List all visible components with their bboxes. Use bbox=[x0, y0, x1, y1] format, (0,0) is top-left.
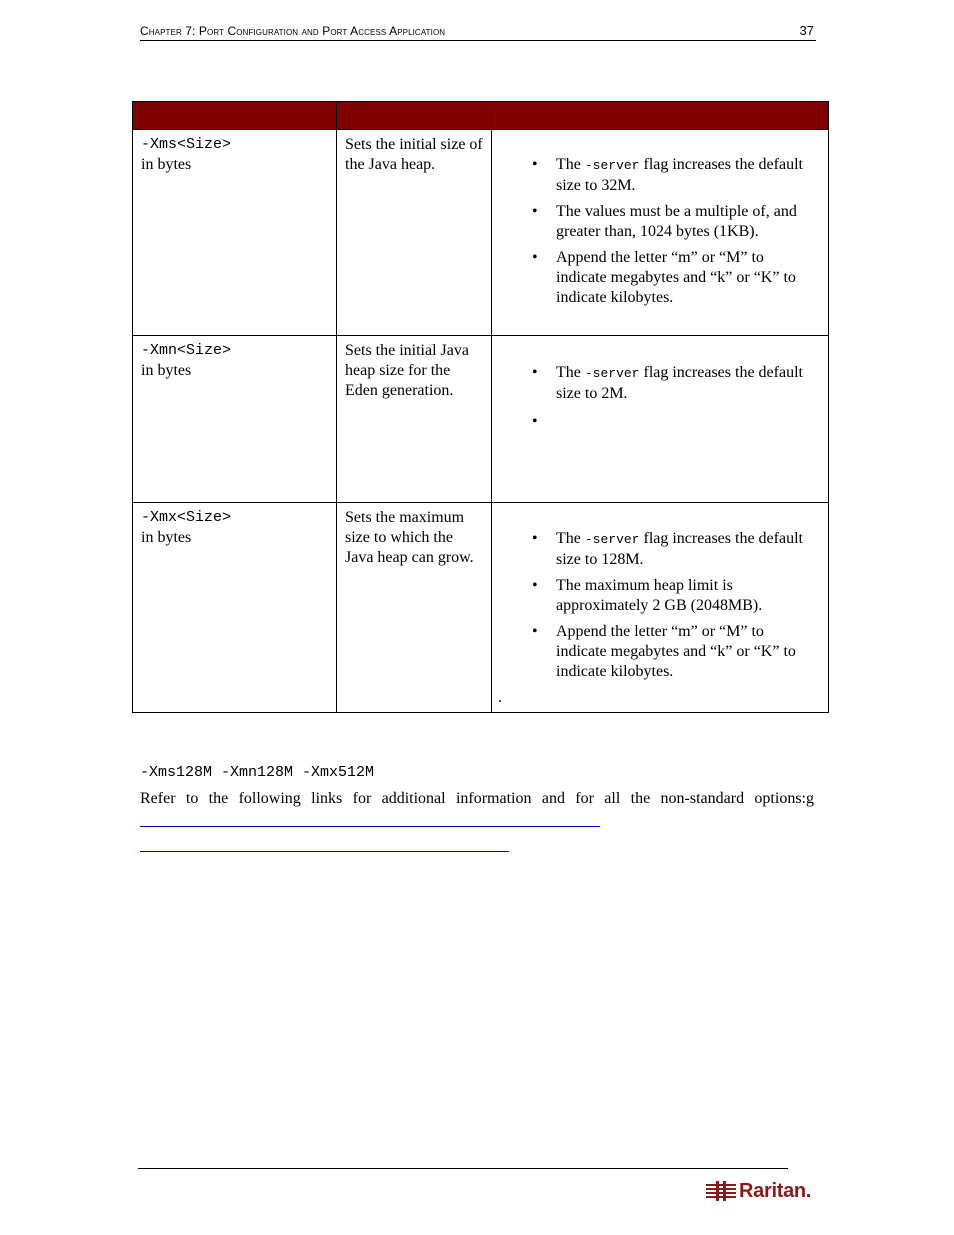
option-cell bbox=[133, 503, 337, 713]
list-item: • The -server flag increases the default size to 2M. bbox=[500, 363, 820, 404]
reference-link-2[interactable] bbox=[140, 851, 509, 852]
option-unit: in bytes bbox=[141, 362, 192, 379]
options-table bbox=[132, 101, 829, 713]
option-name: -Xms<Size> bbox=[141, 136, 232, 153]
list-item: • Append the letter “m” or “M” to indicate megabytes and “k” or “K” to indicate kilobytes. bbox=[500, 622, 820, 682]
table-row bbox=[133, 503, 829, 713]
option-cell bbox=[133, 336, 337, 503]
description-cell bbox=[337, 130, 492, 336]
option-description: Sets the initial Java heap size for the Eden generation. bbox=[345, 342, 469, 399]
page-header bbox=[140, 22, 816, 41]
logo-wordmark: Raritan. bbox=[739, 1179, 812, 1202]
option-unit: in bytes bbox=[141, 529, 192, 546]
table-row bbox=[133, 130, 829, 336]
notes-list bbox=[500, 529, 820, 682]
example-command: -Xms128M -Xmn128M -Xmx512M bbox=[140, 764, 375, 781]
footer-divider bbox=[138, 1168, 788, 1169]
reference-link-1[interactable] bbox=[140, 826, 600, 827]
header-cell-option bbox=[133, 102, 337, 130]
option-name: -Xmn<Size> bbox=[141, 342, 232, 359]
header-cell-notes bbox=[492, 102, 829, 130]
raritan-logo bbox=[706, 1179, 811, 1203]
trailing-period: . bbox=[498, 689, 502, 706]
option-name: -Xmx<Size> bbox=[141, 509, 232, 526]
list-item: • The -server flag increases the default size to 128M. bbox=[500, 529, 820, 570]
raritan-globe-icon bbox=[706, 1181, 736, 1201]
description-cell bbox=[337, 503, 492, 713]
option-unit: in bytes bbox=[141, 156, 192, 173]
notes-cell bbox=[492, 130, 829, 336]
refer-paragraph: Refer to the following links for additional information and for all the non-standard options:g bbox=[140, 790, 814, 807]
chapter-title: Chapter 7: Port Configuration and Port Access Application bbox=[140, 24, 446, 38]
notes-list bbox=[500, 155, 820, 308]
option-cell bbox=[133, 130, 337, 336]
server-flag: -server bbox=[584, 532, 640, 547]
notes-cell bbox=[492, 336, 829, 503]
header-cell-description bbox=[337, 102, 492, 130]
server-flag: -server bbox=[584, 366, 640, 381]
option-description: Sets the maximum size to which the Java heap can grow. bbox=[345, 509, 474, 566]
table-row bbox=[133, 336, 829, 503]
page-number: 37 bbox=[799, 23, 814, 38]
list-item: • The -server flag increases the default size to 32M. bbox=[500, 155, 820, 196]
description-cell bbox=[337, 336, 492, 503]
list-item: • Append the letter “m” or “M” to indicate megabytes and “k” or “K” to indicate kilobytes. bbox=[500, 248, 820, 308]
option-description: Sets the initial size of the Java heap. bbox=[345, 136, 483, 173]
server-flag: -server bbox=[584, 158, 640, 173]
notes-cell bbox=[492, 503, 829, 713]
list-item bbox=[500, 412, 820, 432]
notes-list bbox=[500, 363, 820, 432]
list-item: • The values must be a multiple of, and greater than, 1024 bytes (1KB). bbox=[500, 202, 820, 242]
list-item: • The maximum heap limit is approximately 2 GB (2048MB). bbox=[500, 576, 820, 616]
table-header-row bbox=[133, 102, 829, 130]
